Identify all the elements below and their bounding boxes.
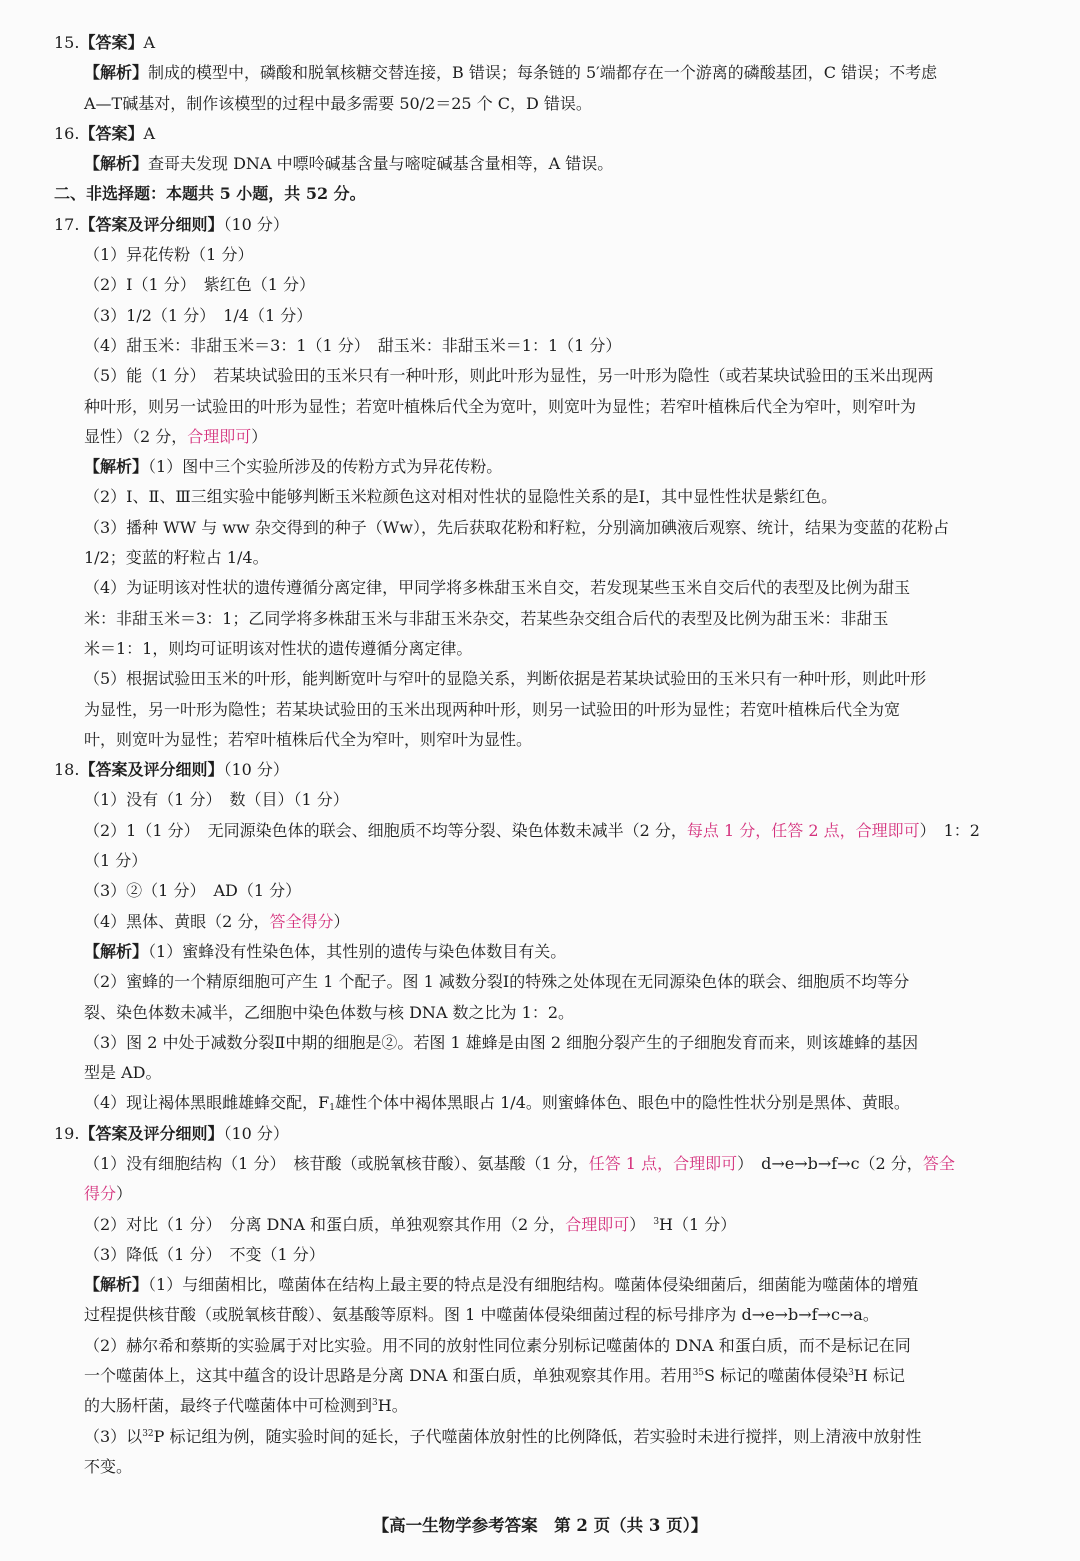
text-segment: （1）蜜蜂没有性染色体，其性别的遗传与染色体数目有关。 — [148, 941, 567, 961]
text-line — [54, 634, 1039, 664]
text-segment: H。 — [377, 1396, 408, 1416]
text-segment: 17. — [54, 214, 80, 234]
section-label: 【解析】 — [84, 457, 149, 477]
grading-note: 得分 — [84, 1184, 117, 1204]
text-segment: （3）降低（1 分） 不变（1 分） — [84, 1244, 325, 1264]
answer-content — [54, 28, 1039, 1482]
text-segment: A—T碱基对，制作该模型的过程中最多需要 50/2＝25 个 C，D 错误。 — [84, 93, 592, 113]
text-segment: （4）甜玉米：非甜玉米＝3：1（1 分） 甜玉米：非甜玉米＝1：1（1 分） — [84, 335, 622, 355]
text-line — [54, 967, 1039, 997]
text-line — [54, 89, 1039, 119]
section-label: 【答案】 — [79, 123, 144, 143]
text-segment: （2）Ⅰ（1 分） 紫红色（1 分） — [84, 275, 316, 295]
text-line — [54, 1028, 1039, 1058]
text-segment: （2）Ⅰ、Ⅱ、Ⅲ三组实验中能够判断玉米粒颜色这对相对性状的显隐性关系的是Ⅰ，其中显性性状是紫红色。 — [84, 487, 838, 507]
text-line — [54, 1422, 1039, 1452]
text-segment: （5）能（1 分） 若某块试验田的玉米只有一种叶形，则此叶形为显性，另一叶形为隐性（或若某块试验田的玉米出现两 — [84, 366, 934, 386]
text-line — [54, 937, 1039, 967]
text-line — [54, 907, 1039, 937]
text-segment: ） — [116, 1184, 133, 1204]
section-label: 【解析】 — [84, 63, 149, 83]
text-segment: 19. — [54, 1123, 80, 1143]
text-line — [54, 392, 1039, 422]
section-label: 【答案及评分细则】 — [79, 760, 224, 780]
text-segment: 为显性，另一叶形为隐性；若某块试验田的玉米出现两种叶形，则另一试验田的叶形为显性；若宽叶植株后代全为宽 — [84, 699, 901, 719]
grading-note: 每点 1 分，任答 2 点，合理即可 — [686, 820, 920, 840]
text-line — [54, 604, 1039, 634]
text-line — [54, 482, 1039, 512]
text-line — [54, 846, 1039, 876]
text-segment: 一个噬菌体上，这其中蕴含的设计思路是分离 DNA 和蛋白质，单独观察其作用。若用 — [84, 1366, 693, 1386]
text-line — [54, 513, 1039, 543]
text-segment: （10 分） — [223, 1123, 289, 1143]
text-segment: 米＝1：1，则均可证明该对性状的遗传遵循分离定律。 — [84, 638, 473, 658]
text-segment: （3）②（1 分） AD（1 分） — [84, 881, 302, 901]
text-line — [54, 1300, 1039, 1330]
text-segment: （1）异花传粉（1 分） — [84, 245, 254, 265]
text-line — [54, 1088, 1039, 1118]
text-line — [54, 755, 1039, 785]
section-label: 【答案】 — [79, 33, 144, 52]
text-segment: 型是 AD。 — [84, 1063, 162, 1083]
text-segment: H 标记 — [853, 1366, 905, 1386]
text-segment: 3 — [848, 1368, 854, 1379]
text-line — [54, 149, 1039, 179]
text-segment: 不变。 — [84, 1456, 133, 1476]
text-line — [54, 270, 1039, 300]
text-segment: A — [143, 123, 156, 143]
text-segment: （10 分） — [223, 760, 289, 780]
text-segment: A — [143, 33, 156, 52]
text-segment: （3）播种 WW 与 ww 杂交得到的种子（Ww），先后获取花粉和籽粒，分别滴加碘液后观察、统计，结果为变蓝的花粉占 — [84, 517, 949, 537]
section-label: 【解析】 — [84, 1275, 149, 1295]
text-line — [54, 998, 1039, 1028]
text-segment: 制成的模型中，磷酸和脱氧核糖交替连接，B 错误；每条链的 5′端都存在一个游离的磷酸基团，C 错误；不考虑 — [148, 63, 938, 83]
text-line — [54, 1452, 1039, 1482]
text-segment: （3）图 2 中处于减数分裂Ⅱ中期的细胞是②。若图 1 雄蜂是由图 2 细胞分裂产生的子细胞发育而来，则该雄蜂的基因 — [84, 1032, 919, 1052]
text-segment: 叶，则宽叶为显性；若窄叶植株后代全为窄叶，则窄叶为显性。 — [84, 729, 533, 749]
text-line — [54, 210, 1039, 240]
text-segment: （4）为证明该对性状的遗传遵循分离定律，甲同学将多株甜玉米自交，若发现某些玉米自交后代的表型及比例为甜玉 — [84, 578, 911, 598]
text-segment: ） — [629, 1214, 654, 1234]
text-segment: 过程提供核苷酸（或脱氧核苷酸）、氨基酸等原料。图 1 中噬菌体侵染细菌过程的标号排序为 d→e→b→f→c→a。 — [84, 1305, 879, 1325]
text-segment: （1 分） — [84, 851, 148, 871]
text-segment: 1/2；变蓝的籽粒占 1/4。 — [84, 548, 269, 568]
text-segment: 16. — [54, 123, 80, 143]
text-segment: （4）现让褐体黑眼雌雄蜂交配，F — [84, 1093, 330, 1113]
section-label: 【解析】 — [84, 154, 149, 174]
text-segment: 米：非甜玉米＝3：1；乙同学将多株甜玉米与非甜玉米杂交，若某些杂交组合后代的表型及比例为甜玉米：非甜玉 — [84, 608, 889, 628]
text-segment: 18. — [54, 760, 80, 780]
text-segment: 3 — [653, 1216, 660, 1227]
text-segment: （5）根据试验田玉米的叶形，能判断宽叶与窄叶的显隐关系，判断依据是若某块试验田的玉米只有一种叶形，则此叶形 — [84, 669, 927, 689]
text-segment: ） — [333, 911, 350, 931]
text-line — [54, 58, 1039, 88]
text-line — [54, 179, 1039, 209]
text-segment: 显性）（2 分， — [84, 426, 188, 446]
text-line — [54, 876, 1039, 906]
text-segment: H（1 分） — [659, 1214, 737, 1234]
text-segment: 3 — [372, 1398, 378, 1409]
text-line — [54, 664, 1039, 694]
text-line — [54, 301, 1039, 331]
text-segment: 35 — [692, 1368, 705, 1379]
text-segment: 32 — [142, 1428, 154, 1439]
text-segment: （3）1/2（1 分） 1/4（1 分） — [84, 305, 313, 325]
text-line — [54, 1179, 1039, 1209]
text-segment: 15. — [54, 33, 80, 52]
page-footer: 【高一生物学参考答案 第 2 页（共 3 页）】 — [372, 1516, 708, 1535]
grading-note: 合理即可 — [187, 426, 252, 446]
text-line — [54, 573, 1039, 603]
text-line — [54, 1270, 1039, 1300]
text-line — [54, 1240, 1039, 1270]
text-segment: （1）与细菌相比，噬菌体在结构上最主要的特点是没有细胞结构。噬菌体侵染细菌后，细菌能为噬菌体的增殖 — [148, 1275, 919, 1295]
text-line — [54, 543, 1039, 573]
text-line — [54, 28, 1039, 58]
text-segment: ） — [251, 426, 268, 446]
section-label: 【答案及评分细则】 — [79, 214, 224, 234]
text-segment: 裂、染色体数未减半，乙细胞中染色体数与核 DNA 数之比为 1：2。 — [84, 1002, 575, 1022]
text-line — [54, 452, 1039, 482]
text-segment: P 标记组为例，随实验时间的延长，子代噬菌体放射性的比例降低，若实验时未进行搅拌，则上清液中放射性 — [153, 1426, 922, 1446]
text-segment: （1）没有（1 分） 数（目）（1 分） — [84, 790, 349, 810]
grading-note: 答全得分 — [269, 911, 334, 931]
grading-note: 任答 1 点，合理即可 — [588, 1153, 738, 1173]
section-label: 二、非选择题：本题共 5 小题，共 52 分。 — [54, 184, 366, 204]
text-segment: ） d→e→b→f→c（2 分， — [737, 1153, 923, 1173]
text-line — [54, 1149, 1039, 1179]
grading-note: 答全 — [922, 1153, 955, 1173]
text-segment: 查哥夫发现 DNA 中嘌呤碱基含量与嘧啶碱基含量相等，A 错误。 — [148, 154, 614, 174]
text-line — [54, 119, 1039, 149]
text-segment: （1）没有细胞结构（1 分） 核苷酸（或脱氧核苷酸）、氨基酸（1 分， — [84, 1153, 589, 1173]
text-segment: 雄性个体中褐体黑眼占 1/4。则蜜蜂体色、眼色中的隐性性状分别是黑体、黄眼。 — [335, 1093, 910, 1113]
text-line — [54, 1119, 1039, 1149]
text-line — [54, 1210, 1039, 1240]
text-line — [54, 816, 1039, 846]
text-line — [54, 695, 1039, 725]
text-line — [54, 785, 1039, 815]
text-segment: S 标记的噬菌体侵染 — [704, 1366, 849, 1386]
text-line — [54, 1331, 1039, 1361]
text-segment: （2）1（1 分） 无同源染色体的联会、细胞质不均等分裂、染色体数未减半（2 分， — [84, 820, 687, 840]
text-segment: 种叶形，则另一试验田的叶形为显性；若宽叶植株后代全为宽叶，则宽叶为显性；若窄叶植株后代全为窄叶，则窄叶为 — [84, 396, 917, 416]
section-label: 【解析】 — [84, 941, 149, 961]
text-segment: （3）以 — [84, 1426, 143, 1446]
text-line — [54, 1058, 1039, 1088]
text-segment: （4）黑体、黄眼（2 分， — [84, 911, 270, 931]
text-line — [54, 725, 1039, 755]
text-line — [54, 1361, 1039, 1391]
grading-note: 合理即可 — [565, 1214, 630, 1234]
text-segment: （2）赫尔希和蔡斯的实验属于对比实验。用不同的放射性同位素分别标记噬菌体的 DNA 和蛋白质，而不是标记在同 — [84, 1335, 911, 1355]
text-line — [54, 1391, 1039, 1421]
text-line — [54, 361, 1039, 391]
text-segment: 的大肠杆菌，最终子代噬菌体中可检测到 — [84, 1396, 373, 1416]
text-segment: （2）对比（1 分） 分离 DNA 和蛋白质，单独观察其作用（2 分， — [84, 1214, 566, 1234]
text-segment: ） 1：2 — [919, 820, 980, 840]
text-line — [54, 240, 1039, 270]
text-line — [54, 331, 1039, 361]
text-line — [54, 422, 1039, 452]
section-label: 【答案及评分细则】 — [79, 1123, 224, 1143]
text-segment: （1）图中三个实验所涉及的传粉方式为异花传粉。 — [148, 457, 503, 477]
text-segment: （2）蜜蜂的一个精原细胞可产生 1 个配子。图 1 减数分裂Ⅰ的特殊之处体现在无同源染色体的联会、细胞质不均等分 — [84, 972, 910, 992]
text-segment: （10 分） — [223, 214, 289, 234]
text-segment: 1 — [329, 1103, 336, 1114]
